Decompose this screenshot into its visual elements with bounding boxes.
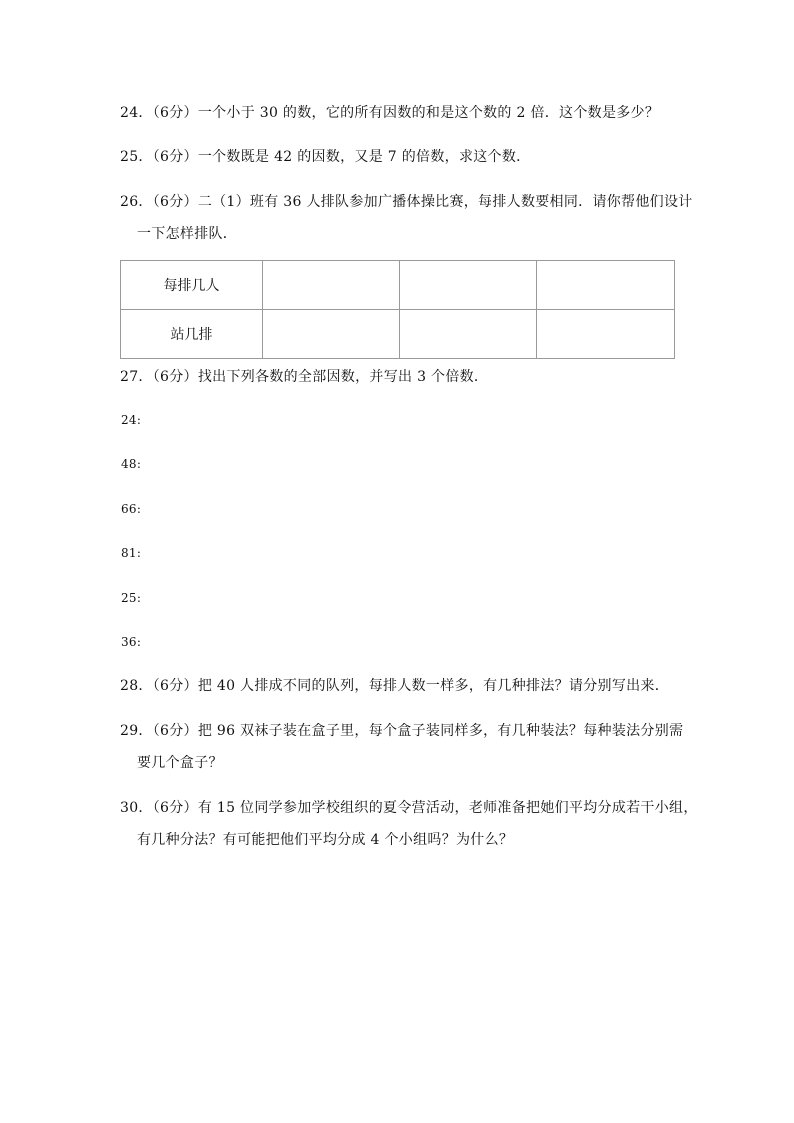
- question-26: 26．（6分）二（1）班有 36 人排队参加广播体操比赛，每排人数要相同．请你帮他们设计: [120, 194, 693, 210]
- answer-cell[interactable]: [263, 310, 400, 359]
- row-label-rows: 站几排: [121, 310, 263, 359]
- question-29-continuation: 要几个盒子？: [137, 755, 223, 771]
- question-30: 30．（6分）有 15 位同学参加学校组织的夏令营活动，老师准备把她们平均分成若干小组，: [120, 800, 698, 816]
- factor-item-25: 25:: [121, 591, 142, 605]
- question-24: 24．（6分）一个小于 30 的数，它的所有因数的和是这个数的 2 倍．这个数是多少？: [120, 105, 660, 121]
- question-25: 25．（6分）一个数既是 42 的因数，又是 7 的倍数，求这个数．: [120, 149, 531, 165]
- factor-item-36: 36:: [121, 635, 142, 649]
- answer-cell[interactable]: [400, 261, 537, 310]
- factor-item-24: 24:: [121, 413, 142, 427]
- question-27: 27．（6分）找出下列各数的全部因数，并写出 3 个倍数．: [120, 369, 489, 385]
- arrangement-table: [120, 260, 675, 359]
- question-26-continuation: 一下怎样排队．: [137, 226, 238, 242]
- question-30-continuation: 有几种分法？有可能把他们平均分成 4 个小组吗？为什么？: [137, 832, 514, 848]
- answer-cell[interactable]: [263, 261, 400, 310]
- question-29: 29．（6分）把 96 双袜子装在盒子里，每个盒子装同样多，有几种装法？每种装法分别需: [120, 723, 684, 739]
- row-label-per-row: 每排几人: [121, 261, 263, 310]
- table-row: [121, 261, 675, 310]
- table-row: [121, 310, 675, 359]
- question-28: 28．（6分）把 40 人排成不同的队列，每排人数一样多，有几种排法？请分别写出来．: [120, 678, 670, 694]
- factor-item-66: 66:: [121, 502, 142, 516]
- answer-cell[interactable]: [400, 310, 537, 359]
- factor-item-48: 48:: [121, 457, 142, 471]
- answer-cell[interactable]: [537, 310, 675, 359]
- factor-item-81: 81:: [121, 546, 142, 560]
- answer-cell[interactable]: [537, 261, 675, 310]
